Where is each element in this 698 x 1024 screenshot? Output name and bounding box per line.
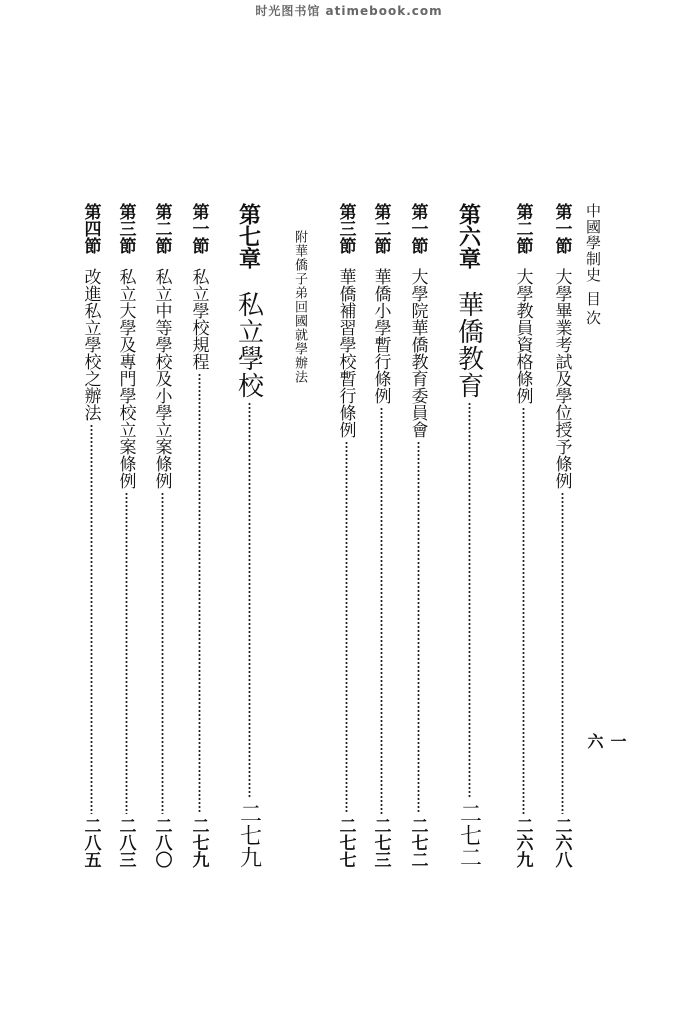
entry-title: 華僑補習學校暫行條例	[335, 268, 356, 438]
toc-entry-section	[366, 203, 396, 868]
toc-entry-section	[331, 203, 361, 868]
entry-title: 私立中等學校及小學立案條例	[151, 268, 172, 489]
entry-label: 第二節	[370, 203, 391, 254]
entry-label: 第四節	[80, 203, 101, 254]
entry-label: 第一節	[188, 203, 209, 254]
entry-label: 第二節	[512, 203, 533, 254]
page-number: 一六	[585, 733, 627, 749]
leader-dots	[468, 402, 471, 799]
entry-page: 二七九	[188, 817, 209, 868]
leader-dots	[125, 492, 128, 814]
toc-entry-section	[403, 203, 433, 868]
entry-label: 第三節	[115, 203, 136, 254]
leader-dots	[345, 441, 348, 814]
toc-entry-section	[76, 203, 106, 868]
entry-title: 私立大學及專門學校立案條例	[115, 268, 136, 489]
entry-title: 大學畢業考試及學位授予條例	[551, 268, 572, 489]
leader-dots	[161, 492, 164, 814]
entry-title: 華僑小學暫行條例	[370, 268, 391, 404]
entry-page: 二七三	[370, 817, 391, 868]
entry-title: 大學教員資格條例	[512, 268, 533, 404]
leader-dots	[198, 373, 201, 814]
site-watermark: 时光图书馆 atimebook.com	[255, 4, 443, 18]
leader-dots	[522, 407, 525, 814]
entry-page: 二六九	[512, 817, 533, 868]
chapter-label: 第七章	[235, 203, 262, 269]
book-title: 中國學制史	[584, 203, 602, 283]
entry-label: 第一節	[407, 203, 428, 254]
leader-dots	[561, 492, 564, 814]
toc-entry-chapter	[451, 203, 487, 868]
chapter-label: 第六章	[455, 203, 482, 269]
entry-page: 二八〇	[151, 817, 172, 868]
leader-dots	[417, 441, 420, 814]
running-header	[583, 203, 627, 763]
entry-title: 改進私立學校之辦法	[80, 268, 101, 421]
leader-dots	[248, 402, 251, 799]
leader-dots	[90, 424, 93, 814]
toc-entry-section	[111, 203, 141, 868]
chapter-page: 二七二	[456, 802, 482, 868]
entry-label: 第一節	[551, 203, 572, 254]
appendix-note: 附華僑子弟回國就學辦法	[292, 230, 307, 384]
entry-label: 第三節	[335, 203, 356, 254]
toc-entry-section	[508, 203, 538, 868]
entry-label: 第二節	[151, 203, 172, 254]
toc-entry-chapter	[231, 203, 267, 868]
section-label: 目次	[584, 291, 602, 329]
entry-page: 二八三	[115, 817, 136, 868]
chapter-title: 華僑教育	[453, 291, 484, 399]
toc-entry-section	[547, 203, 577, 868]
entry-page: 二七七	[335, 817, 356, 868]
entry-title: 私立學校規程	[188, 268, 209, 370]
toc-entry-section	[147, 203, 177, 868]
chapter-title: 私立學校	[233, 291, 264, 399]
entry-page: 二六八	[551, 817, 572, 868]
leader-dots	[380, 407, 383, 814]
toc-entry-section	[184, 203, 214, 868]
entry-page: 二七二	[407, 817, 428, 868]
entry-page: 二八五	[80, 817, 101, 868]
entry-title: 大學院華僑教育委員會	[407, 268, 428, 438]
chapter-page: 二七九	[236, 802, 262, 868]
